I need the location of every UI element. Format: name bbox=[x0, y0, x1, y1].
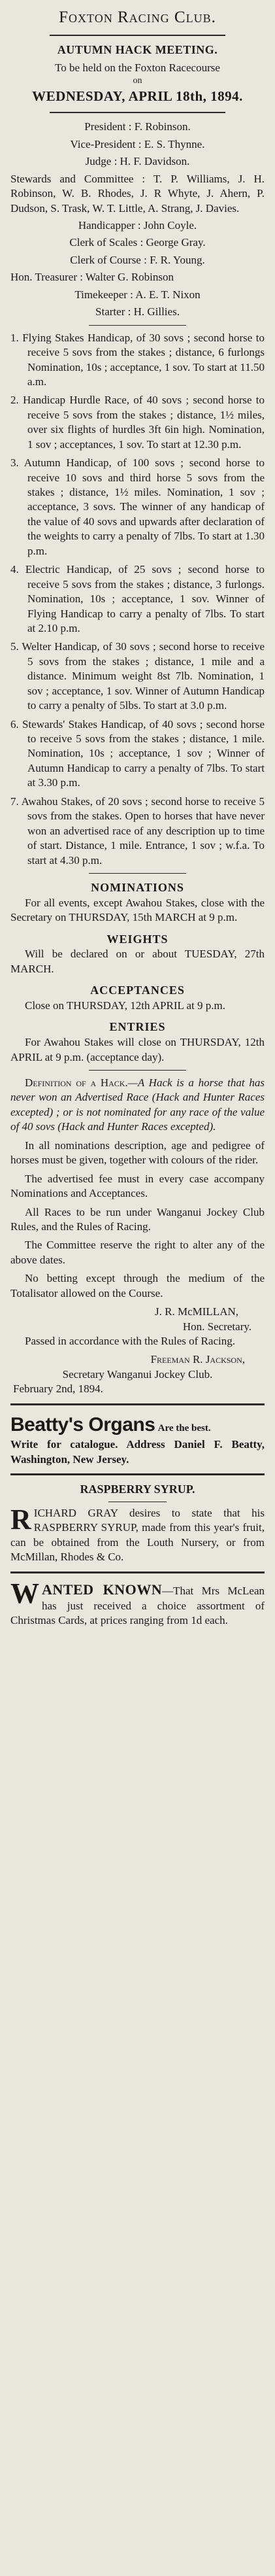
acceptances-text: Close on THURSDAY, 12th APRIL at 9 p.m. bbox=[25, 999, 225, 1012]
race-item: 7. Awahou Stakes, of 20 sovs ; second horse to receive 5 sovs from the stakes. Open to horses that have never won an advertised race of any description up to time of start. Distance, 1 mile. Entrance, 1 sov ; w.f.a. To start at 4.30 p.m. bbox=[10, 795, 265, 867]
nominations-heading: NOMINATIONS bbox=[91, 880, 184, 894]
beatty-brand: Beatty's Organs bbox=[10, 1413, 155, 1435]
signoff-date: February 2nd, 1894. bbox=[13, 1382, 103, 1396]
officers-list bbox=[10, 120, 265, 319]
race-item: 6. Stewards' Stakes Handicap, of 40 sovs ; second horse to receive 5 sovs from the stakes ; distance, 1 mile. Nomination, 10s ; acceptance, 1 sov ; Winner of Autumn Handicap to carry a penalty of 7lbs. To start at 3.30 p.m. bbox=[10, 717, 265, 789]
officer-treasurer: Hon. Treasurer : Walter G. Robinson bbox=[10, 271, 174, 284]
passed-note: Passed in accordance with the Rules of Racing. bbox=[25, 1335, 235, 1347]
raspberry-dropcap: R bbox=[10, 1505, 31, 1536]
officer-timekeeper: Timekeeper : A. E. T. Nixon bbox=[74, 288, 201, 301]
divider bbox=[89, 325, 186, 326]
race-program bbox=[10, 331, 265, 868]
condition-item: The Committee reserve the right to alter any of the above dates. bbox=[10, 1239, 265, 1266]
definition-text: —A Hack is a horse that has never won an Advertised Race (Hack and Hunter Races excepted) ; or is not nominated for any race of the value of 40 sovs (Hack and Hunter Races excepted). bbox=[10, 1076, 265, 1133]
officer-president: President : F. Robinson. bbox=[84, 120, 191, 133]
weights-section bbox=[10, 932, 265, 977]
meeting-title: AUTUMN HACK MEETING. bbox=[57, 43, 218, 56]
condition-item: In all nominations description, age and pedigree of horses must be given, together with colours of the rider. bbox=[10, 1139, 265, 1167]
race-item: 4. Electric Handicap, of 25 sovs ; second horse to receive 5 sovs from the stakes ; distance, 3 furlongs. Nomination, 10s ; acceptance, 1 sov. Winner of Flying Handicap to carry a penalty of 7lbs. To start at 2.10 p.m. bbox=[10, 563, 265, 634]
conditions-list bbox=[10, 1139, 265, 1301]
raspberry-text: ICHARD GRAY desires to state that his RASPBERRY SYRUP, made from this year's fruit, can be obtained from the Louth Nursery, or from McMillan, Rhodes & Co. bbox=[10, 1506, 265, 1564]
entries-section bbox=[10, 1020, 265, 1065]
condition-item: All Races to be run under Wanganui Jockey Club Rules, and the Rules of Racing. bbox=[10, 1205, 265, 1233]
beatty-text: Write for catalogue. Address Daniel F. Beatty, Washington, New Jersey. bbox=[10, 1438, 265, 1466]
condition-item: No betting except through the medium of the Totalisator allowed on the Course. bbox=[10, 1272, 265, 1299]
divider bbox=[50, 112, 225, 113]
beatty-tag: Are the best. bbox=[157, 1422, 211, 1434]
divider bbox=[50, 35, 225, 36]
divider bbox=[10, 1571, 265, 1573]
officer-handicapper: Handicapper : John Coyle. bbox=[78, 219, 197, 232]
divider bbox=[89, 873, 186, 874]
weights-text: Will be declared on or about TUESDAY, 27th MARCH. bbox=[10, 948, 265, 975]
passer-name: Freeman R. Jackson, bbox=[150, 1353, 245, 1366]
weights-heading: WEIGHTS bbox=[106, 932, 169, 946]
definition-label: Definition of a Hack. bbox=[25, 1076, 128, 1089]
held-line: To be held on the Foxton Racecourse bbox=[55, 61, 220, 74]
beatty-ad bbox=[10, 1412, 265, 1467]
signoff bbox=[10, 1305, 265, 1397]
secretary-title: Hon. Secretary. bbox=[182, 1320, 251, 1333]
divider bbox=[10, 1473, 265, 1475]
divider bbox=[10, 1403, 265, 1405]
wanted-text: —That Mrs McLean has just received a choice assortment of Christmas Cards, at prices ranging from 1d each. bbox=[10, 1584, 265, 1627]
acceptances-heading: ACCEPTANCES bbox=[90, 984, 185, 997]
wanted-heading: ANTED KNOWN bbox=[42, 1581, 163, 1598]
divider bbox=[89, 1070, 186, 1071]
officer-vice-president: Vice-President : E. S. Thynne. bbox=[70, 137, 205, 150]
wanted-dropcap: W bbox=[10, 1579, 39, 1609]
officer-stewards: Stewards and Committee : T. P. Williams, J. H. Robinson, W. B. Rhodes, J. R Whyte, J. Ahern, P. Dudson, S. Trask, W. T. Little, A. Strang, J. Davies. bbox=[10, 172, 265, 215]
event-date: WEDNESDAY, APRIL 18th, 1894. bbox=[32, 88, 243, 104]
condition-item: The advertised fee must in every case accompany Nominations and Acceptances. bbox=[10, 1172, 265, 1200]
entries-heading: ENTRIES bbox=[109, 1020, 166, 1034]
raspberry-heading: RASPBERRY SYRUP. bbox=[80, 1483, 195, 1496]
passer-title: Secretary Wanganui Jockey Club. bbox=[62, 1367, 213, 1381]
officer-starter: Starter : H. Gillies. bbox=[95, 305, 180, 318]
masthead bbox=[10, 7, 265, 113]
race-item: 5. Welter Handicap, of 30 sovs ; second horse to receive 5 sovs from the stakes ; distance, 1 mile and a distance. Minimum weight 8st 7lb. Nomination, 1 sov ; acceptance, 1 sov. Winner of Autumn Handicap to carry a penalty of 5lbs. To start at 3.0 p.m. bbox=[10, 640, 265, 712]
club-title: Foxton Racing Club. bbox=[59, 9, 216, 26]
race-item: 3. Autumn Handicap, of 100 sovs ; second horse to receive 10 sovs and third horse 5 sovs from the stakes ; distance, 1½ miles. Nomination, 1 sov ; acceptance, 3 sovs. The winner of any handicap of the value of 40 sovs and upwards after declaration of the weights to carry a penalty of 7lbs. To start at 1.30 p.m. bbox=[10, 456, 265, 557]
officer-clerk-scales: Clerk of Scales : George Gray. bbox=[69, 236, 206, 249]
on-word: on bbox=[133, 76, 142, 86]
secretary-name: J. R. McMILLAN, bbox=[155, 1305, 238, 1318]
raspberry-ad bbox=[10, 1482, 265, 1565]
beatty-header bbox=[10, 1412, 265, 1438]
hack-definition bbox=[10, 1076, 265, 1135]
officer-judge: Judge : H. F. Davidson. bbox=[85, 155, 190, 168]
officer-clerk-course: Clerk of Course : F. R. Young. bbox=[70, 253, 205, 266]
nominations-section bbox=[10, 880, 265, 925]
nominations-text: For all events, except Awahou Stakes, close with the Secretary on THURSDAY, 15th MARCH at 9 p.m. bbox=[10, 896, 265, 924]
wanted-ad bbox=[10, 1580, 265, 1628]
raspberry-body bbox=[10, 1506, 265, 1565]
race-item: 1. Flying Stakes Handicap, of 30 sovs ; second horse to receive 5 sovs from the stakes ; distance, 6 furlongs Nomination, 10s ; acceptance, 1 sov. To start at 11.50 a.m. bbox=[10, 331, 265, 388]
race-item: 2. Handicap Hurdle Race, of 40 sovs ; second horse to receive 5 sovs from the stakes ; distance, 1½ miles, over six flights of hurdles 3ft 6in high. Nomination, 1 sov ; acceptances, 1 sov. To start at 12.30 p.m. bbox=[10, 394, 265, 451]
entries-text: For Awahou Stakes will close on THURSDAY, 12th APRIL at 9 p.m. (acceptance day). bbox=[10, 1036, 265, 1063]
wanted-body bbox=[10, 1580, 265, 1628]
acceptances-section bbox=[10, 983, 265, 1013]
